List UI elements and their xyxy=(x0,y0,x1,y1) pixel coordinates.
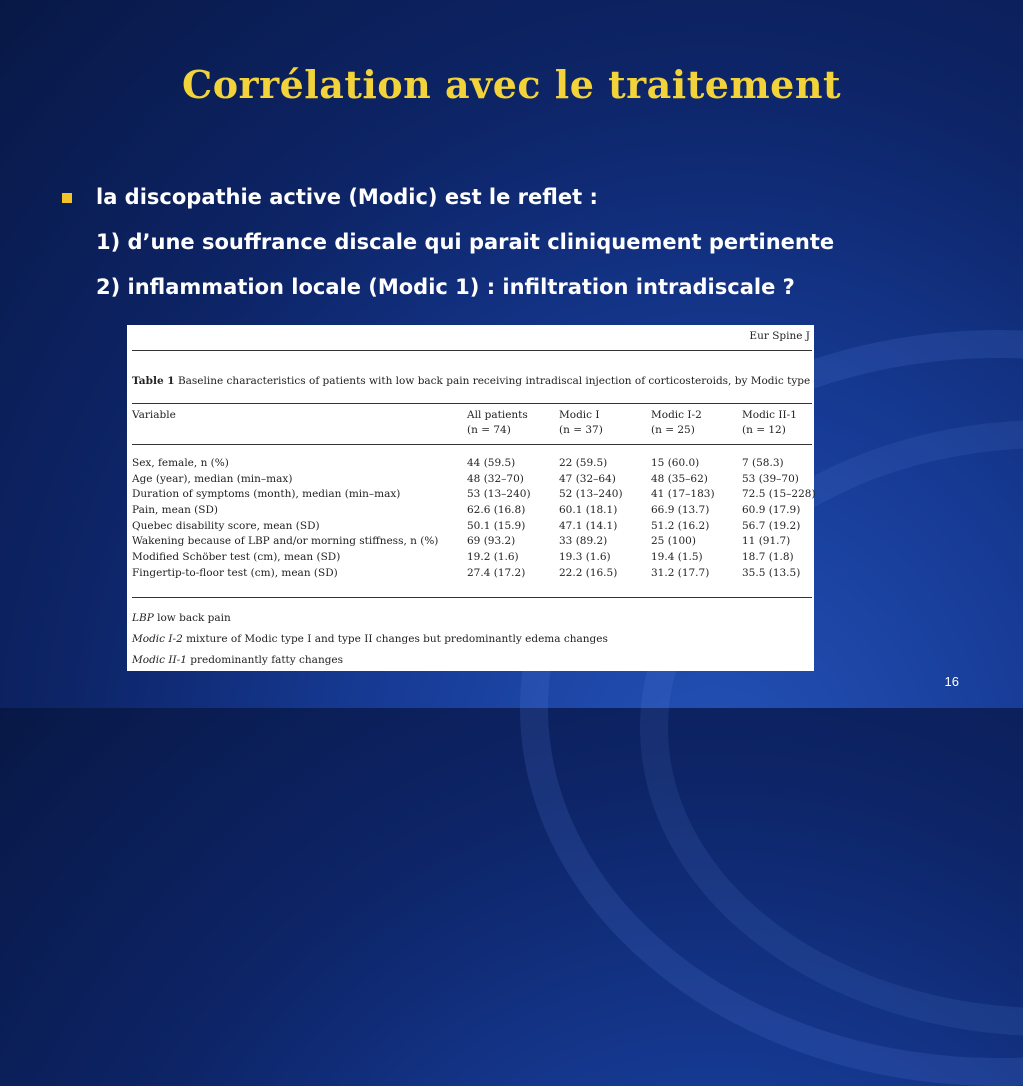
page-number: 16 xyxy=(944,674,959,689)
note-line: Modic I-2 mixture of Modic type I and type II changes but predominantly edema changes xyxy=(132,633,608,645)
table-caption xyxy=(132,375,810,387)
divider xyxy=(132,403,812,404)
table-notes xyxy=(132,608,608,671)
caption-text: Baseline characteristics of patients with low back pain receiving intradiscal injection of corticosteroids, by Modic type xyxy=(177,375,811,387)
bullet-item xyxy=(62,175,834,220)
table-body xyxy=(127,457,814,583)
table-row: Sex, female, n (%) 44 (59.5) 22 (59.5) 15 (60.0) 7 (58.3) xyxy=(132,457,784,469)
table-row: Fingertip-to-floor test (cm), mean (SD) 27.4 (17.2) 22.2 (16.5) 31.2 (17.7) 35.5 (13.5) xyxy=(132,566,801,579)
caption-label: Table 1 xyxy=(132,375,175,387)
table-row: Wakening because of LBP and/or morning stiffness, n (%) 69 (93.2) 33 (89.2) 25 (100) 11 (91.7) xyxy=(132,535,791,548)
divider xyxy=(132,444,812,445)
note-line: Modic II-1 predominantly fatty changes xyxy=(132,654,344,666)
header-modic-1-2: Modic I-2 (n = 25) xyxy=(651,409,702,436)
slide-title: Corrélation avec le traitement xyxy=(181,62,842,107)
table-image xyxy=(127,325,814,671)
header-modic-2-1: Modic II-1 (n = 12) xyxy=(742,409,797,436)
journal-name: Eur Spine J xyxy=(749,330,810,342)
divider xyxy=(132,597,812,598)
sub-item-2: 2) inflammation locale (Modic 1) : infiltration intradiscale ? xyxy=(96,275,795,299)
square-bullet-icon xyxy=(62,193,72,203)
bullet-main-text: la discopathie active (Modic) est le reflet : xyxy=(96,185,598,209)
sub-item-1: 1) d’une souffrance discale qui parait cliniquement pertinente xyxy=(96,230,835,254)
table-row: Duration of symptoms (month), median (min–max) 53 (13–240) 52 (13–240) 41 (17–183) 72.5 (15–228) xyxy=(132,488,816,501)
table-row: Quebec disability score, mean (SD) 50.1 (15.9) 47.1 (14.1) 51.2 (16.2) 56.7 (19.2) xyxy=(132,519,801,532)
table-row: Pain, mean (SD) 62.6 (16.8) 60.1 (18.1) 66.9 (13.7) 60.9 (17.9) xyxy=(132,504,801,517)
bullet-list xyxy=(62,175,834,310)
header-all-patients: All patients (n = 74) xyxy=(467,409,528,436)
header-modic-1: Modic I (n = 37) xyxy=(559,409,603,436)
table-row: Age (year), median (min–max) 48 (32–70) 47 (32–64) 48 (35–62) 53 (39–70) xyxy=(132,472,799,485)
note-line: LBP low back pain xyxy=(132,612,231,624)
table-row: Modified Schöber test (cm), mean (SD) 19.2 (1.6) 19.3 (1.6) 19.4 (1.5) 18.7 (1.8) xyxy=(132,551,794,564)
header-variable: Variable xyxy=(132,409,176,421)
divider xyxy=(132,350,812,351)
